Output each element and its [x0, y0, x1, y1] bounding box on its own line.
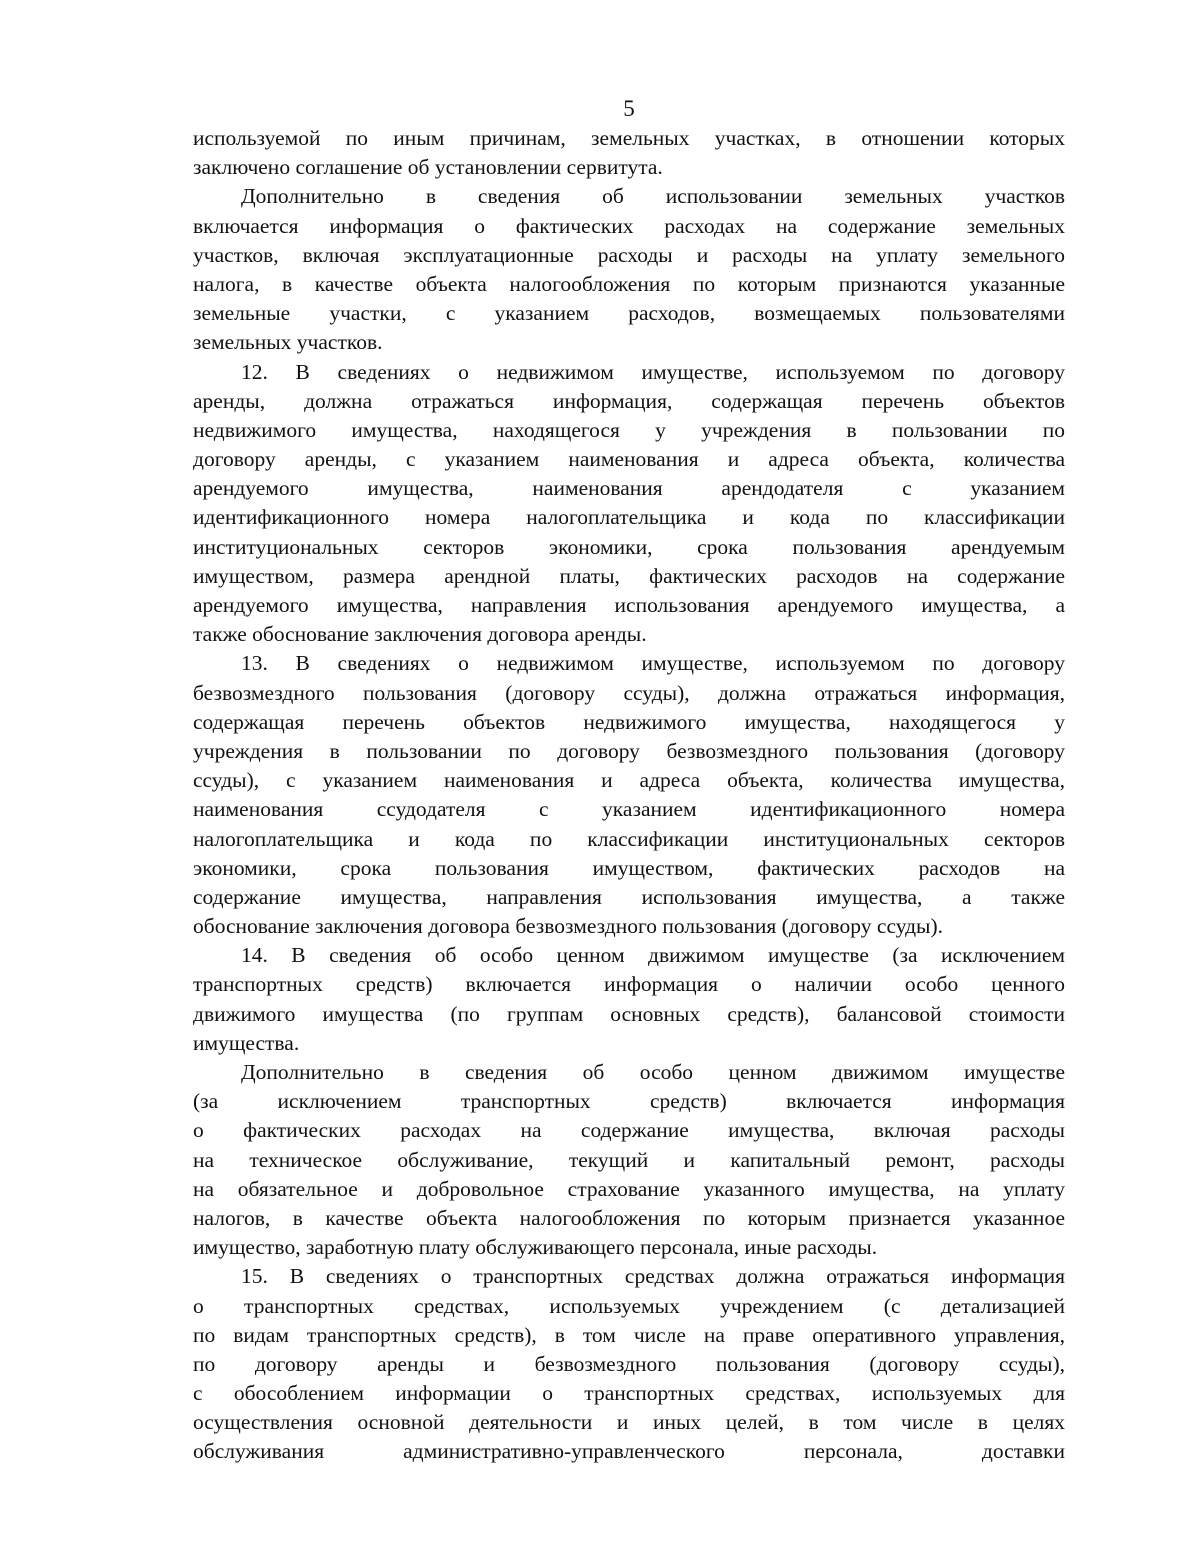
paragraph-land-expenses: [193, 182, 1065, 357]
text-line: имуществом, размера арендной платы, фактических расходов на содержание: [193, 563, 1065, 588]
text-line: институциональных секторов экономики, срока пользования арендуемым: [193, 534, 1065, 559]
text-line: идентификационного номера налогоплательщика и кода по классификации: [193, 505, 1065, 530]
page-number: 5: [623, 96, 635, 121]
text-line: имущество, заработную плату обслуживающего персонала, иные расходы.: [193, 1235, 878, 1260]
text-line: Дополнительно в сведения об особо ценном движимом имуществе: [241, 1060, 1065, 1084]
text-line: включается информация о фактических расходах на содержание земельных: [193, 213, 1065, 238]
text-line: движимого имущества (по группам основных средств), балансовой стоимости: [193, 1001, 1065, 1026]
text-line: содержащая перечень объектов недвижимого имущества, находящегося у: [193, 709, 1065, 734]
text-line: арендуемого имущества, наименования арендодателя с указанием: [193, 476, 1065, 501]
text-line: аренды, должна отражаться информация, содержащая перечень объектов: [193, 388, 1065, 413]
text-line: имущества.: [193, 1030, 300, 1055]
text-line: на техническое обслуживание, текущий и капитальный ремонт, расходы: [193, 1147, 1065, 1172]
text-line: на обязательное и добровольное страхование указанного имущества, на уплату: [193, 1176, 1065, 1201]
text-line: обоснование заключения договора безвозмездного пользования (договору ссуды).: [193, 914, 944, 939]
text-line: налогов, в качестве объекта налогообложения по которым признается указанное: [193, 1205, 1065, 1230]
text-line: о фактических расходах на содержание имущества, включая расходы: [193, 1118, 1065, 1143]
text-line: Дополнительно в сведения об использовании земельных участков: [241, 184, 1065, 209]
text-line: безвозмездного пользования (договору ссуды), должна отражаться информация,: [193, 680, 1065, 705]
text-line: осуществления основной деятельности и иных целей, в том числе в целях: [193, 1410, 1065, 1435]
text-line: по видам транспортных средств), в том числе на праве оперативного управления,: [193, 1322, 1065, 1347]
text-line: налога, в качестве объекта налогообложения по которым признаются указанные: [193, 271, 1065, 296]
body-text: [193, 124, 1065, 1467]
text-line: учреждения в пользовании по договору безвозмездного пользования (договору: [193, 738, 1065, 763]
paragraph-12: [193, 358, 1065, 650]
text-line: также обоснование заключения договора аренды.: [193, 622, 647, 647]
text-line: 15. В сведениях о транспортных средствах должна отражаться информация: [241, 1264, 1065, 1289]
text-line: 12. В сведениях о недвижимом имуществе, используемом по договору: [241, 359, 1065, 384]
paragraph-14: [193, 941, 1065, 1058]
text-line: недвижимого имущества, находящегося у учреждения в пользовании по: [193, 417, 1065, 442]
paragraph-13: [193, 649, 1065, 941]
text-line: экономики, срока пользования имуществом, фактических расходов на: [193, 855, 1065, 880]
text-line: транспортных средств) включается информация о наличии особо ценного: [193, 972, 1065, 997]
paragraph-15: [193, 1262, 1065, 1466]
text-line: 13. В сведениях о недвижимом имуществе, используемом по договору: [241, 651, 1065, 676]
text-line: заключено соглашение об установлении сервитута.: [193, 155, 663, 180]
text-line: наименования ссудодателя с указанием идентификационного номера: [193, 797, 1065, 822]
paragraph-continuation: [193, 124, 1065, 182]
text-line: обслуживания административно-управленческого персонала, доставки: [193, 1439, 1065, 1464]
text-line: налогоплательщика и кода по классификации институциональных секторов: [193, 826, 1065, 851]
text-line: ссуды), с указанием наименования и адреса объекта, количества имущества,: [193, 768, 1065, 793]
text-line: 14. В сведения об особо ценном движимом имуществе (за исключением: [241, 943, 1065, 968]
text-line: договору аренды, с указанием наименования и адреса объекта, количества: [193, 447, 1065, 472]
text-line: (за исключением транспортных средств) включается информация: [193, 1089, 1065, 1114]
text-line: содержание имущества, направления использования имущества, а также: [193, 884, 1065, 909]
text-line: земельных участков.: [193, 330, 383, 355]
text-line: используемой по иным причинам, земельных участках, в отношении которых: [193, 126, 1065, 150]
text-line: земельные участки, с указанием расходов, возмещаемых пользователями: [193, 301, 1065, 326]
text-line: участков, включая эксплуатационные расходы и расходы на уплату земельного: [193, 242, 1065, 267]
text-line: о транспортных средствах, используемых учреждением (с детализацией: [193, 1293, 1065, 1318]
text-line: по договору аренды и безвозмездного пользования (договору ссуды),: [193, 1351, 1065, 1376]
text-line: с обособлением информации о транспортных средствах, используемых для: [193, 1381, 1065, 1406]
text-line: арендуемого имущества, направления использования арендуемого имущества, а: [193, 593, 1065, 617]
paragraph-movable-expenses: [193, 1058, 1065, 1262]
